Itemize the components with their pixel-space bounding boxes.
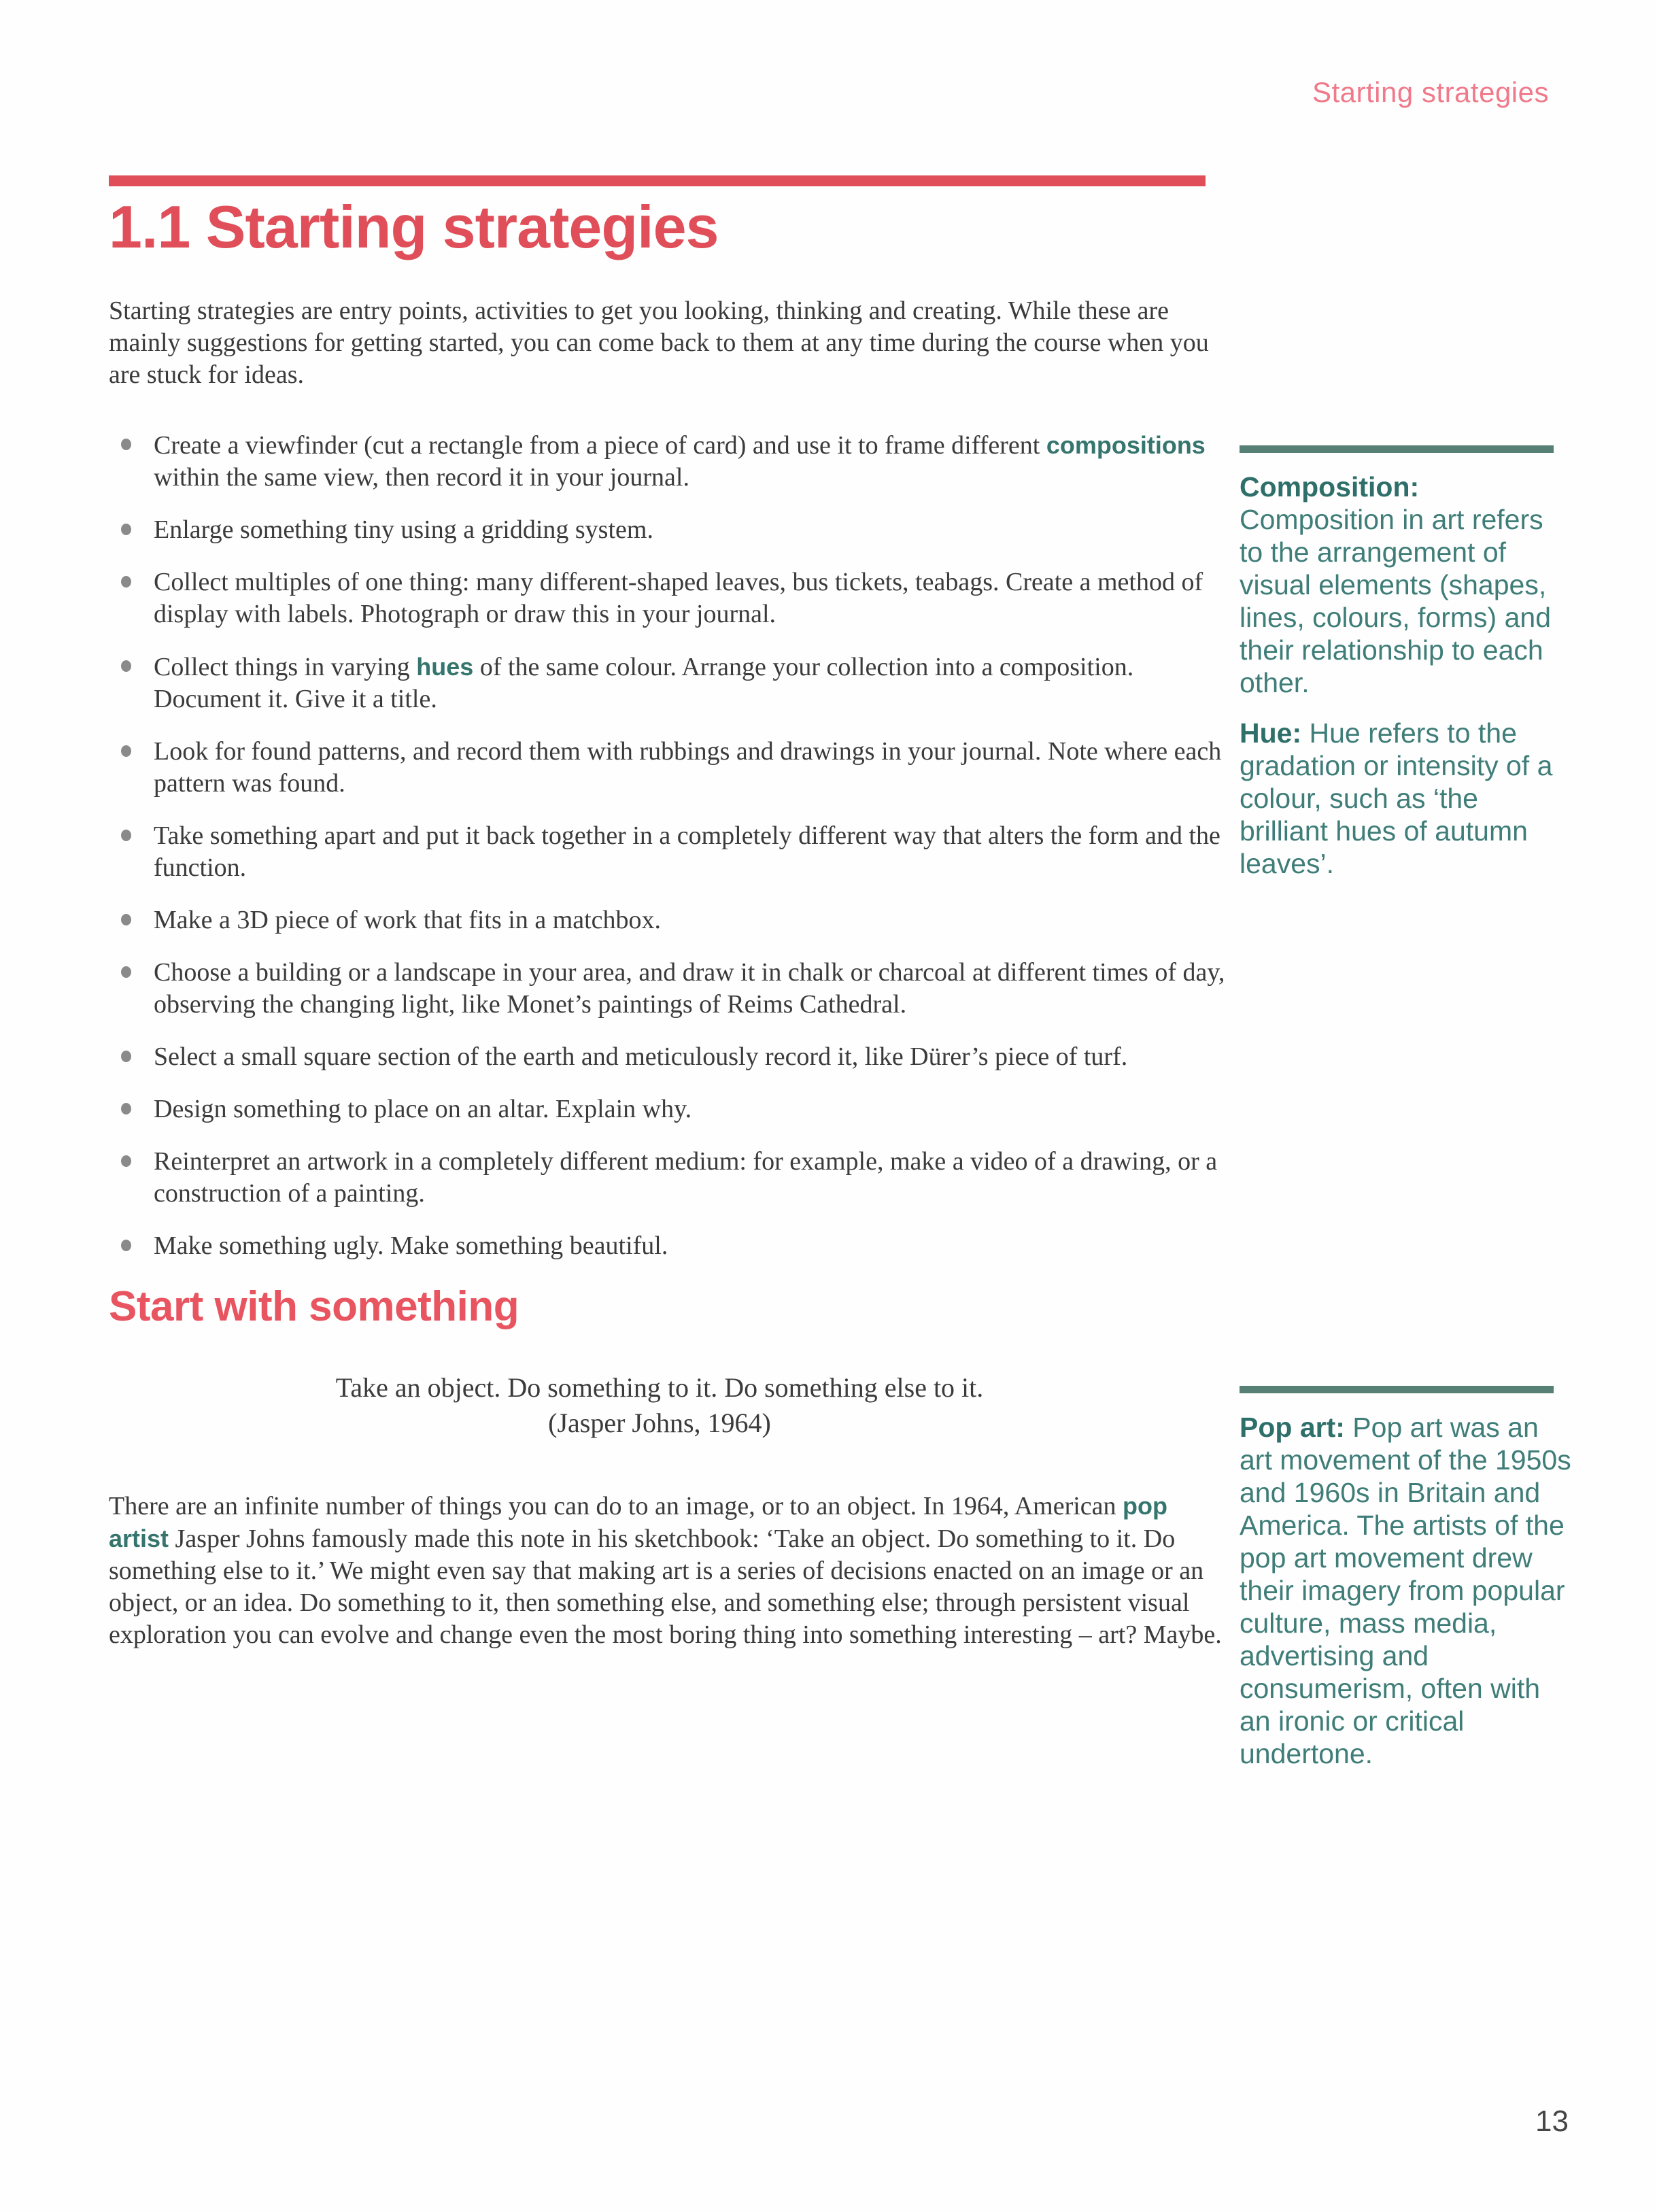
text-segment: Take something apart and put it back together in a completely different way that alters the form and the function. (154, 821, 1220, 883)
sidebar-rule (1240, 445, 1554, 453)
bullet-icon (121, 439, 131, 450)
text-segment: Collect multiples of one thing: many different-shaped leaves, bus tickets, teabags. Create a method of display with labels. Photograph or draw this in your journal. (154, 568, 1203, 629)
definition-term: Pop art: (1240, 1412, 1345, 1443)
bullet-icon (121, 660, 131, 672)
list-item (109, 904, 1231, 936)
definition-pop-art (1240, 1411, 1573, 1770)
definition-text: Hue refers to the gradation or intensity of a colour, such as ‘the brilliant hues of autumn leaves’. (1240, 717, 1553, 879)
bullet-icon (121, 524, 131, 535)
text-segment: Design something to place on an altar. Explain why. (154, 1095, 692, 1124)
bullet-icon (121, 966, 131, 978)
quote-attribution: (Jasper Johns, 1964) (548, 1408, 771, 1439)
list-item (109, 566, 1231, 630)
definition-text: Composition in art refers to the arrangement of visual elements (shapes, lines, colours, forms) and their relationship to each other. (1240, 504, 1552, 698)
glossary-term: hues (416, 653, 474, 681)
quote-block (109, 1370, 1210, 1441)
list-item (109, 1230, 1231, 1262)
text-segment: Select a small square section of the earth and meticulously record it, like Dürer’s piece of turf. (154, 1042, 1128, 1072)
bullet-icon (121, 576, 131, 588)
main-column (109, 175, 1231, 1651)
strategy-list (109, 429, 1231, 1262)
text-segment: Create a viewfinder (cut a rectangle from a piece of card) and use it to frame different (154, 431, 1046, 460)
subsection-heading: Start with something (109, 1283, 519, 1331)
bullet-icon (121, 1155, 131, 1167)
glossary-box-pop-art (1240, 1386, 1573, 1770)
section-rule (109, 175, 1206, 186)
text-segment: There are an infinite number of things you can do to an image, or to an object. In 1964, American (109, 1492, 1123, 1521)
definition-text: Pop art was an art movement of the 1950s and 1960s in Britain and America. The artists of the pop art movement drew their imagery from popular culture, mass media, advertising and consumerism, often with an ironic or critical undertone. (1240, 1412, 1571, 1769)
text-segment: Jasper Johns famously made this note in his sketchbook: ‘Take an object. Do something to it. Do something else to it.’ We might even say that making art is a series of decisions enacted on an image or an object, or an idea. Do something to it, then something else, and something else; through persistent visual exploration you can evolve and change even the most boring thing into something interesting – art? Maybe. (109, 1525, 1222, 1650)
bullet-icon (121, 1240, 131, 1251)
list-item (109, 651, 1231, 715)
page-title: 1.1 Starting strategies (109, 193, 719, 260)
page-number: 13 (1535, 2105, 1569, 2138)
body-paragraph (109, 1490, 1231, 1651)
list-item (109, 429, 1231, 494)
text-segment: Enlarge something tiny using a gridding system. (154, 515, 653, 545)
list-item (109, 736, 1231, 800)
glossary-term: pop artist (109, 1492, 1168, 1553)
text-segment: Reinterpret an artwork in a completely different medium: for example, make a video of a drawing, or a construction of a painting. (154, 1147, 1218, 1208)
bullet-icon (121, 745, 131, 757)
text-segment: within the same view, then record it in your journal. (154, 463, 689, 492)
text-segment: Look for found patterns, and record them with rubbings and drawings in your journal. Note where each pattern was found. (154, 737, 1222, 798)
list-item (109, 1041, 1231, 1073)
running-header: Starting strategies (1312, 76, 1549, 108)
list-item (109, 957, 1231, 1021)
bullet-icon (121, 1103, 131, 1114)
text-segment: Make something ugly. Make something beautiful. (154, 1231, 668, 1261)
text-segment: Collect things in varying (154, 653, 417, 682)
sidebar-rule (1240, 1386, 1554, 1393)
text-segment: of the same colour. Arrange your collection into a composition. Document it. Give it a title. (154, 653, 1134, 714)
list-item (109, 1093, 1231, 1125)
intro-paragraph: Starting strategies are entry points, activities to get you looking, thinking and creating. While these are mainly suggestions for getting started, you can come back to them at any time during the course when you are stuck for ideas. (109, 296, 1209, 390)
bullet-icon (121, 914, 131, 925)
glossary-term: compositions (1046, 431, 1206, 460)
definition-hue (1240, 717, 1573, 880)
definition-term: Composition: (1240, 471, 1420, 503)
definition-term: Hue: (1240, 717, 1302, 749)
quote-line: Take an object. Do something to it. Do something else to it. (335, 1372, 984, 1403)
list-item (109, 820, 1231, 884)
list-item (109, 514, 1231, 546)
list-item (109, 1146, 1231, 1210)
text-segment: Make a 3D piece of work that fits in a matchbox. (154, 906, 662, 935)
definition-composition (1240, 471, 1573, 699)
bullet-icon (121, 1051, 131, 1062)
text-segment: Choose a building or a landscape in your area, and draw it in chalk or charcoal at different times of day, observing the changing light, like Monet’s paintings of Reims Cathedral. (154, 958, 1225, 1019)
glossary-box-composition-hue (1240, 445, 1573, 880)
bullet-icon (121, 830, 131, 841)
